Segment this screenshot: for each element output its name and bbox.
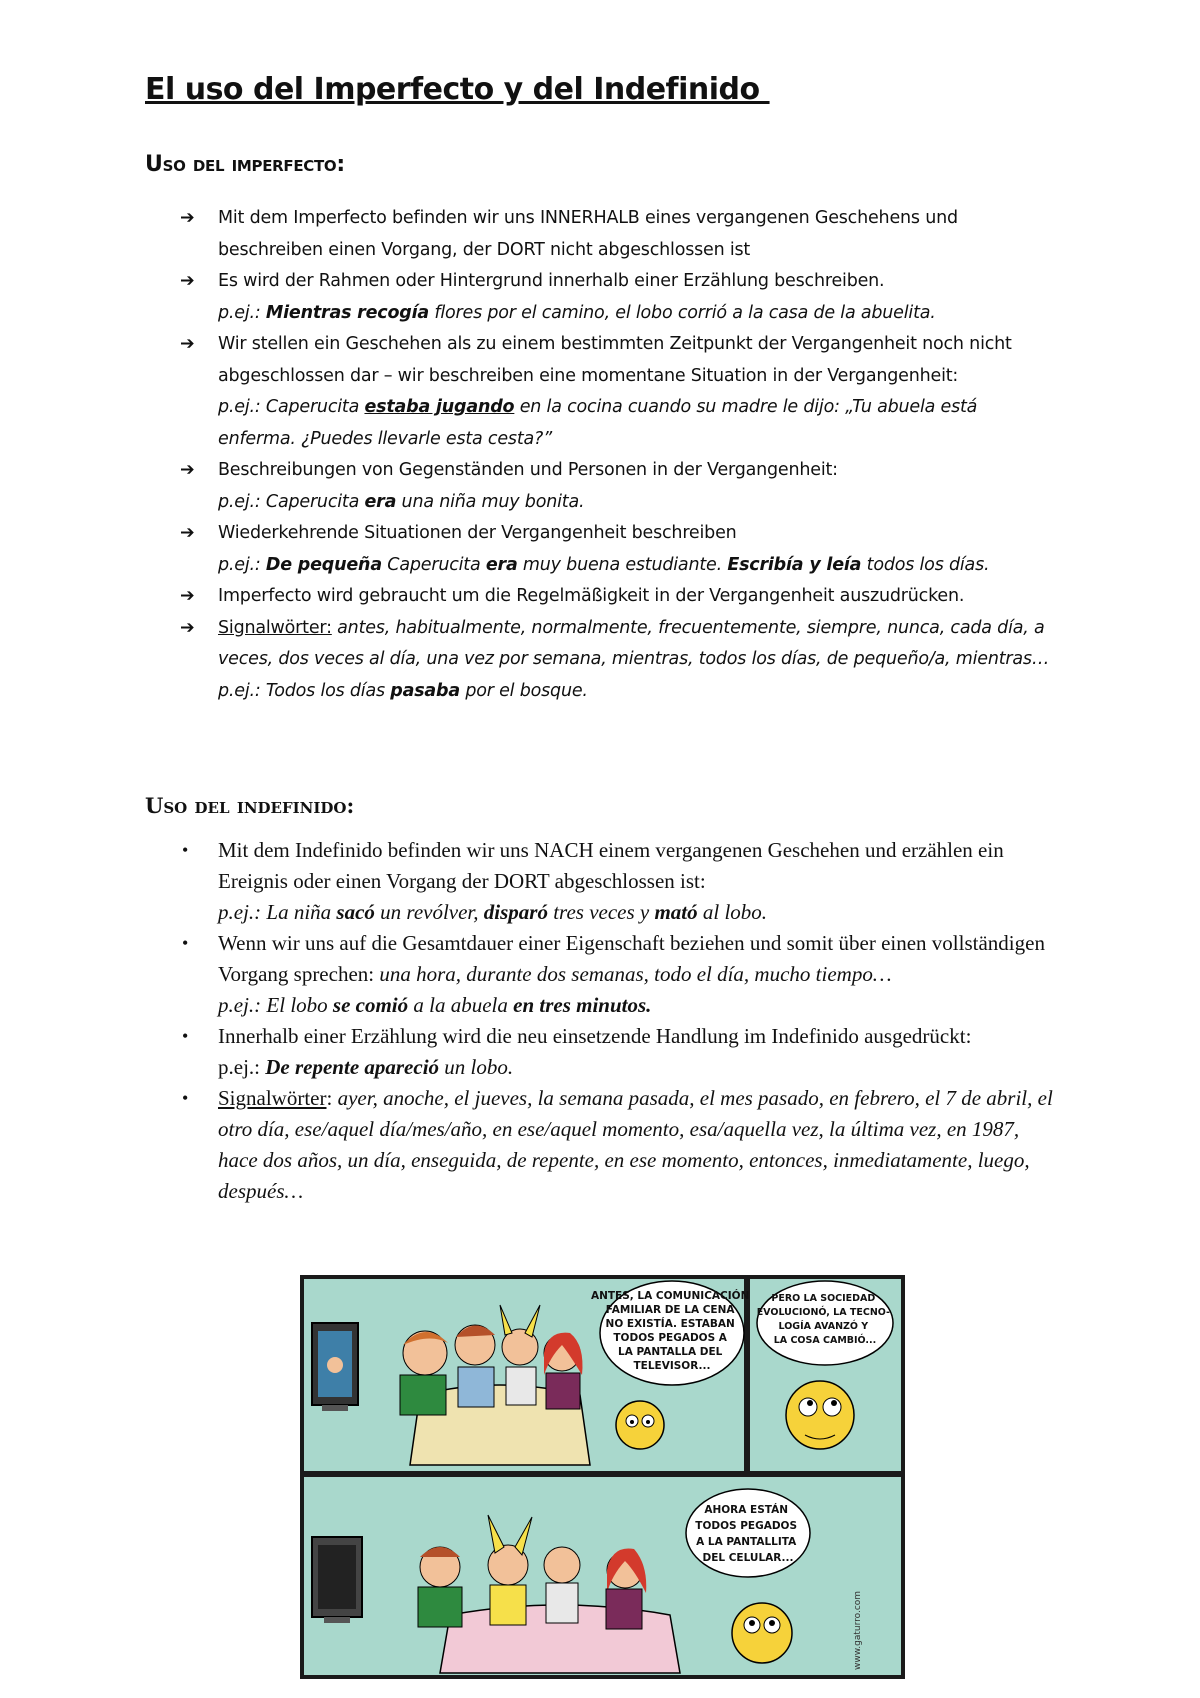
bullet-icon: • — [182, 933, 189, 953]
tv-illustration-2 — [312, 1537, 362, 1623]
svg-text:AHORA ESTÁN TODOS PE: AHORA ESTÁN TODOS PEGADOS A LA PANTALLITA DEL CELULAR... — [695, 1504, 798, 1564]
example: p.ej.: Mientras recogía flores por el camino, el lobo corrió a la casa de la abuelita. — [218, 302, 936, 323]
example: p.ej.: Caperucita estaba jugando en la cocina cuando su madre le dijo: „Tu abuela está enferma. ¿Puedes llevarle esta cesta?” — [218, 397, 978, 449]
arrow-icon: ➔ — [180, 523, 195, 543]
svg-text:ANTES, LA COMUNICACIÓN: ANTES, LA COMUNICACIÓN FAMILIAR DE LA CENA NO EXISTÍA. ESTABAN TODOS PEGADOS A LA PANTALLA DEL TELEVISOR... — [590, 1290, 750, 1372]
bullet-icon: • — [182, 1026, 189, 1046]
list-item: ➔ Signalwörter: antes, habitualmente, normalmente, frecuentemente, siempre, nunca, cada día, a veces, dos veces al día, una vez por semana, mientras, todos los días, de pequeño/a, mientras… p.ej.: Todos los días pasaba por el bosque. — [0, 613, 1200, 708]
speech-bubble-2 — [757, 1281, 894, 1365]
signalwoerter-label: Signalwörter: — [218, 617, 332, 638]
document-title: El uso del Imperfecto y del Indefinido — [145, 72, 770, 107]
list-item: • Wenn wir uns auf die Gesamtdauer einer Eigenschaft beziehen und somit über einen vollständigen Vorgang sprechen: una hora, durante dos semanas, todo el día, mucho tiempo… p.ej.: El lobo se comió a la abuela en tres minutos. — [0, 928, 1200, 1021]
heading-imperfecto: Uso del imperfecto: — [145, 152, 345, 177]
svg-text:PERO LA SOCIEDAD EVO: PERO LA SOCIEDAD EVOLUCIONÓ, LA TECNO- LOGÍA AVANZÓ Y LA COSA CAMBIÓ... — [756, 1293, 890, 1346]
list-item: ➔ Mit dem Imperfecto befinden wir uns INNERHALB eines vergangenen Geschehens und beschreiben einen Vorgang, der DORT nicht abgeschlossen ist — [0, 203, 1200, 266]
example: p.ej.: La niña sacó un revólver, disparó tres veces y mató al lobo. — [218, 900, 768, 924]
imperfecto-list — [0, 203, 1200, 707]
list-item: ➔ Beschreibungen von Gegenständen und Personen in der Vergangenheit: p.ej.: Caperucita era una niña muy bonita. — [0, 455, 1200, 518]
signalwoerter-label: Signalwörter — [218, 1086, 327, 1110]
list-item: • Mit dem Indefinido befinden wir uns NACH einem vergangenen Geschehen und erzählen ein Ereignis oder einen Vorgang der DORT abgeschlossen ist: p.ej.: La niña sacó un revólver, disparó tres veces y mató al lobo. — [0, 835, 1200, 928]
cat-illustration-2 — [786, 1381, 854, 1449]
example: p.ej.: El lobo se comió a la abuela en tres minutos. — [218, 993, 652, 1017]
arrow-icon: ➔ — [180, 208, 195, 228]
cat-illustration-3 — [732, 1603, 792, 1663]
list-item: • Signalwörter: ayer, anoche, el jueves, la semana pasada, el mes pasado, en febrero, el 7 de abril, el otro día, ese/aquel día/mes/año, en ese/aquel momento, esa/aquella vez, la última vez, en 1987, hace dos años, un día, enseguida, de repente, en ese momento, entonces, inmediatamente, luego, después… — [0, 1083, 1200, 1207]
list-item: • Innerhalb einer Erzählung wird die neu einsetzende Handlung im Indefinido ausgedrückt: p.ej.: De repente apareció un lobo. — [0, 1021, 1200, 1083]
bullet-icon: • — [182, 840, 189, 860]
list-item: ➔ Wiederkehrende Situationen der Vergangenheit beschreiben p.ej.: De pequeña Caperucita era muy buena estudiante. Escribía y leía todos los días. — [0, 518, 1200, 581]
arrow-icon: ➔ — [180, 586, 195, 606]
bullet-icon: • — [182, 1088, 189, 1108]
example: p.ej.: Todos los días pasaba por el bosque. — [218, 680, 588, 701]
comic-site-credit: www.gaturro.com — [853, 1590, 863, 1670]
arrow-icon: ➔ — [180, 460, 195, 480]
arrow-icon: ➔ — [180, 617, 195, 638]
list-item: ➔ Wir stellen ein Geschehen als zu einem bestimmten Zeitpunkt der Vergangenheit noch nicht abgeschlossen dar – wir beschreiben eine momentane Situation in der Vergangenheit: p.ej.: Caperucita estaba jugando en la cocina cuando su madre le dijo: „Tu abuela está enferma. ¿Puedes llevarle esta cesta?” — [0, 329, 1200, 455]
example: p.ej.: Caperucita era una niña muy bonita. — [218, 491, 585, 512]
arrow-icon: ➔ — [180, 271, 195, 291]
list-item: ➔ Es wird der Rahmen oder Hintergrund innerhalb einer Erzählung beschreiben. p.ej.: Mientras recogía flores por el camino, el lobo corrió a la casa de la abuelita. — [0, 266, 1200, 329]
list-item: ➔ Imperfecto wird gebraucht um die Regelmäßigkeit in der Vergangenheit auszudrücken. — [0, 581, 1200, 613]
indefinido-list — [0, 835, 1200, 1207]
tv-illustration — [312, 1323, 358, 1411]
cat-illustration-1 — [616, 1401, 664, 1449]
example-prefix: p.ej.: — [218, 1055, 266, 1079]
heading-indefinido: Uso del indefinido: — [145, 793, 355, 818]
comic-strip — [300, 1275, 905, 1679]
example: p.ej.: De pequeña Caperucita era muy buena estudiante. Escribía y leía todos los días. — [218, 554, 990, 575]
speech-bubble-3 — [686, 1489, 810, 1577]
arrow-icon: ➔ — [180, 334, 195, 354]
